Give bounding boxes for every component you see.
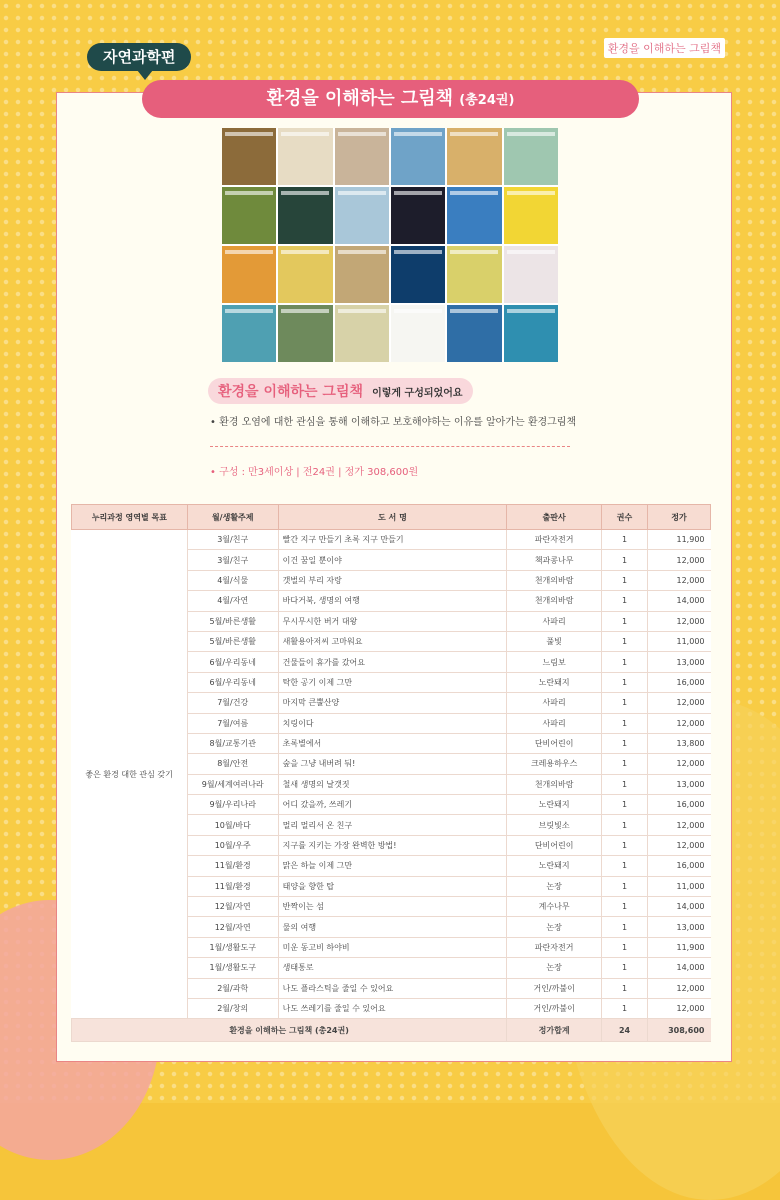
publisher-cell: 풀빛	[507, 631, 602, 651]
subtitle	[208, 378, 473, 404]
theme-cell: 2월/과학	[187, 978, 278, 998]
price-cell: 13,800	[648, 733, 711, 753]
subtitle-main: 환경을 이해하는 그림책	[218, 384, 363, 400]
title-text: 환경을 이해하는 그림책	[266, 88, 454, 109]
price-cell: 13,000	[648, 774, 711, 794]
theme-cell: 11월/환경	[187, 876, 278, 896]
price-cell: 12,000	[648, 978, 711, 998]
count-cell: 1	[602, 958, 648, 978]
theme-cell: 2월/창의	[187, 998, 278, 1018]
total-count: 24	[602, 1019, 648, 1042]
price-cell: 16,000	[648, 672, 711, 692]
title-cell: 나도 쓰레기를 줄일 수 있어요	[278, 998, 507, 1018]
publisher-cell: 천개의바람	[507, 570, 602, 590]
publisher-cell: 사파리	[507, 713, 602, 733]
total-label: 환경을 이해하는 그림책 (총24권)	[72, 1019, 507, 1042]
title-cell: 생태통로	[278, 958, 507, 978]
header-goal: 누리과정 영역별 목표	[72, 505, 188, 530]
count-cell: 1	[602, 550, 648, 570]
book-cover	[278, 305, 332, 362]
publisher-cell: 계수나무	[507, 897, 602, 917]
book-cover	[222, 305, 276, 362]
title-cell: 어디 갔을까, 쓰레기	[278, 795, 507, 815]
price-cell: 11,000	[648, 876, 711, 896]
count-cell: 1	[602, 713, 648, 733]
book-cover	[504, 305, 558, 362]
count-cell: 1	[602, 672, 648, 692]
price-cell: 14,000	[648, 591, 711, 611]
price-cell: 12,000	[648, 693, 711, 713]
publisher-cell: 느림보	[507, 652, 602, 672]
publisher-cell: 논장	[507, 917, 602, 937]
price-cell: 12,000	[648, 998, 711, 1018]
count-cell: 1	[602, 835, 648, 855]
theme-cell: 12월/자연	[187, 897, 278, 917]
theme-cell: 3월/친구	[187, 530, 278, 550]
price-cell: 12,000	[648, 835, 711, 855]
book-cover	[335, 128, 389, 185]
book-cover	[391, 246, 445, 303]
theme-cell: 4월/자연	[187, 591, 278, 611]
price-cell: 12,000	[648, 611, 711, 631]
theme-cell: 4월/식물	[187, 570, 278, 590]
title-count: (총24권)	[459, 93, 515, 108]
count-cell: 1	[602, 897, 648, 917]
book-cover	[278, 246, 332, 303]
book-cover	[447, 305, 501, 362]
theme-cell: 10월/바다	[187, 815, 278, 835]
title-cell: 치링이다	[278, 713, 507, 733]
publisher-cell: 단비어린이	[507, 733, 602, 753]
title-cell: 탁한 공기 이제 그만	[278, 672, 507, 692]
theme-cell: 9월/우리나라	[187, 795, 278, 815]
title-cell: 새활용아저씨 고마워요	[278, 631, 507, 651]
composition-info: • 구성 : 만3세이상 | 전24권 | 정가 308,600원	[210, 467, 419, 478]
publisher-cell: 노란돼지	[507, 856, 602, 876]
header-publisher: 출판사	[507, 505, 602, 530]
book-cover	[447, 128, 501, 185]
count-cell: 1	[602, 570, 648, 590]
count-cell: 1	[602, 917, 648, 937]
subtitle-rest: 이렇게 구성되었어요	[372, 388, 463, 399]
publisher-cell: 사파리	[507, 693, 602, 713]
price-cell: 12,000	[648, 713, 711, 733]
book-cover	[447, 246, 501, 303]
count-cell: 1	[602, 937, 648, 957]
publisher-cell: 파란자전거	[507, 937, 602, 957]
theme-cell: 5월/바른생활	[187, 631, 278, 651]
publisher-cell: 거인/까불이	[507, 978, 602, 998]
table-total-row	[72, 1019, 711, 1042]
title-cell: 미운 동고비 하야비	[278, 937, 507, 957]
title-cell: 갯벌의 부리 자랑	[278, 570, 507, 590]
count-cell: 1	[602, 754, 648, 774]
header-count: 권수	[602, 505, 648, 530]
publisher-cell: 천개의바람	[507, 774, 602, 794]
dashed-divider	[210, 446, 570, 447]
price-cell: 12,000	[648, 754, 711, 774]
top-tag: 환경을 이해하는 그림책	[604, 38, 725, 58]
count-cell: 1	[602, 876, 648, 896]
publisher-cell: 파란자전거	[507, 530, 602, 550]
book-cover	[504, 246, 558, 303]
publisher-cell: 크레용하우스	[507, 754, 602, 774]
theme-cell: 5월/바른생활	[187, 611, 278, 631]
price-cell: 12,000	[648, 815, 711, 835]
book-cover	[278, 187, 332, 244]
theme-cell: 3월/친구	[187, 550, 278, 570]
publisher-cell: 노란돼지	[507, 795, 602, 815]
publisher-cell: 논장	[507, 876, 602, 896]
count-cell: 1	[602, 530, 648, 550]
theme-cell: 8월/교통기관	[187, 733, 278, 753]
count-cell: 1	[602, 978, 648, 998]
publisher-cell: 거인/까불이	[507, 998, 602, 1018]
publisher-cell: 책과콩나무	[507, 550, 602, 570]
price-cell: 11,900	[648, 937, 711, 957]
count-cell: 1	[602, 652, 648, 672]
theme-cell: 7월/건강	[187, 693, 278, 713]
total-price-label: 정가합계	[507, 1019, 602, 1042]
book-cover	[222, 187, 276, 244]
theme-cell: 8월/안전	[187, 754, 278, 774]
count-cell: 1	[602, 856, 648, 876]
book-cover	[391, 128, 445, 185]
publisher-cell: 논장	[507, 958, 602, 978]
title-cell: 무시무시한 버거 대왕	[278, 611, 507, 631]
count-cell: 1	[602, 591, 648, 611]
theme-cell: 10월/우주	[187, 835, 278, 855]
title-cell: 이건 꿈일 뿐이야	[278, 550, 507, 570]
book-cover	[335, 187, 389, 244]
book-cover-grid	[222, 128, 558, 362]
page-title	[142, 80, 639, 118]
theme-cell: 9월/세계여러나라	[187, 774, 278, 794]
book-cover	[391, 305, 445, 362]
count-cell: 1	[602, 774, 648, 794]
goal-cell: 좋은 환경 대한 관심 갖기	[72, 530, 188, 1019]
title-cell: 맑은 하늘 이제 그만	[278, 856, 507, 876]
publisher-cell: 노란돼지	[507, 672, 602, 692]
title-cell: 마지막 큰뿔산양	[278, 693, 507, 713]
price-cell: 14,000	[648, 897, 711, 917]
price-cell: 14,000	[648, 958, 711, 978]
title-cell: 나도 플라스틱을 줄일 수 있어요	[278, 978, 507, 998]
price-cell: 12,000	[648, 570, 711, 590]
header-title: 도 서 명	[278, 505, 507, 530]
book-list-table	[71, 504, 711, 1042]
price-cell: 16,000	[648, 856, 711, 876]
price-cell: 12,000	[648, 550, 711, 570]
publisher-cell: 사파리	[507, 611, 602, 631]
count-cell: 1	[602, 998, 648, 1018]
book-cover	[222, 128, 276, 185]
book-cover	[391, 187, 445, 244]
publisher-cell: 단비어린이	[507, 835, 602, 855]
total-price: 308,600	[648, 1019, 711, 1042]
price-cell: 11,000	[648, 631, 711, 651]
publisher-cell: 천개의바람	[507, 591, 602, 611]
count-cell: 1	[602, 693, 648, 713]
book-cover	[335, 305, 389, 362]
title-cell: 철새 생명의 날갯짓	[278, 774, 507, 794]
book-cover	[278, 128, 332, 185]
title-cell: 초록별에서	[278, 733, 507, 753]
title-cell: 태양을 향한 탑	[278, 876, 507, 896]
count-cell: 1	[602, 631, 648, 651]
header-theme: 월/생활주제	[187, 505, 278, 530]
theme-cell: 11월/환경	[187, 856, 278, 876]
count-cell: 1	[602, 611, 648, 631]
price-cell: 16,000	[648, 795, 711, 815]
title-cell: 건물들이 휴가를 갔어요	[278, 652, 507, 672]
count-cell: 1	[602, 815, 648, 835]
table-header-row	[72, 505, 711, 530]
book-cover	[504, 187, 558, 244]
book-cover	[222, 246, 276, 303]
title-cell: 반짝이는 섬	[278, 897, 507, 917]
theme-cell: 6월/우리동네	[187, 672, 278, 692]
book-cover	[335, 246, 389, 303]
title-cell: 바다거북, 생명의 여행	[278, 591, 507, 611]
theme-cell: 7월/여름	[187, 713, 278, 733]
description: • 환경 오염에 대한 관심을 통해 이해하고 보호해야하는 이유를 알아가는 환경그림책	[210, 417, 577, 428]
theme-cell: 1월/생활도구	[187, 958, 278, 978]
count-cell: 1	[602, 795, 648, 815]
table-row	[72, 530, 711, 550]
theme-cell: 6월/우리동네	[187, 652, 278, 672]
price-cell: 11,900	[648, 530, 711, 550]
theme-cell: 1월/생활도구	[187, 937, 278, 957]
book-cover	[447, 187, 501, 244]
title-cell: 지구를 지키는 가장 완벽한 방법!	[278, 835, 507, 855]
price-cell: 13,000	[648, 652, 711, 672]
book-cover	[504, 128, 558, 185]
publisher-cell: 브릿빛소	[507, 815, 602, 835]
price-cell: 13,000	[648, 917, 711, 937]
title-cell: 물의 여행	[278, 917, 507, 937]
title-cell: 숲을 그냥 내버려 둬!	[278, 754, 507, 774]
count-cell: 1	[602, 733, 648, 753]
theme-cell: 12월/자연	[187, 917, 278, 937]
title-cell: 멀리 멀리서 온 친구	[278, 815, 507, 835]
title-cell: 빨간 지구 만들기 초록 지구 만들기	[278, 530, 507, 550]
header-price: 정가	[648, 505, 711, 530]
section-label: 자연과학편	[87, 43, 191, 71]
